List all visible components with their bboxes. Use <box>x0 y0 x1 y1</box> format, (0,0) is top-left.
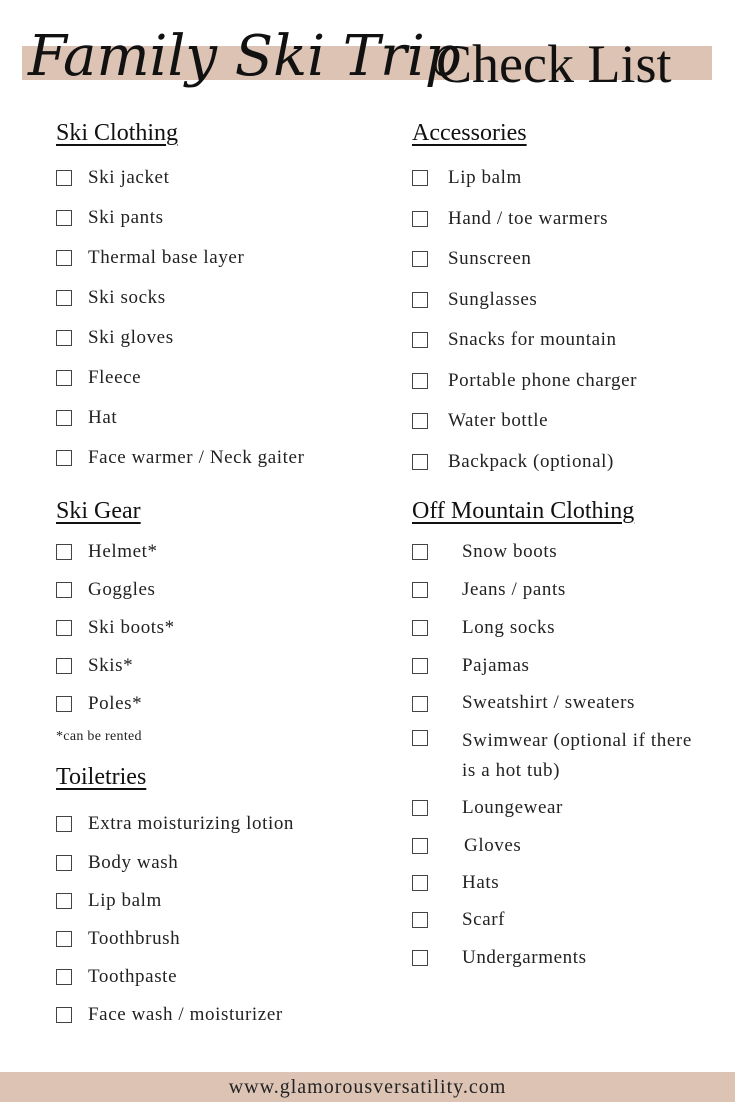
section-title-off-mountain: Off Mountain Clothing <box>412 498 635 524</box>
checkbox[interactable] <box>412 950 428 966</box>
checkbox[interactable] <box>56 620 72 636</box>
title-main: Check List <box>436 34 672 94</box>
checkbox[interactable] <box>412 332 428 348</box>
checkbox[interactable] <box>56 969 72 985</box>
checkbox[interactable] <box>56 1007 72 1023</box>
checkbox[interactable] <box>412 454 428 470</box>
checkbox[interactable] <box>56 544 72 560</box>
checkbox[interactable] <box>56 170 72 186</box>
checkbox[interactable] <box>412 544 428 560</box>
checkbox[interactable] <box>412 800 428 816</box>
footer-website[interactable]: www.glamorousversatility.com <box>0 1072 735 1102</box>
section-title-accessories: Accessories <box>412 120 527 146</box>
checkbox[interactable] <box>412 838 428 854</box>
title-script: Family Ski Trip <box>28 24 461 89</box>
rental-note: *can be rented <box>56 729 142 744</box>
checkbox[interactable] <box>56 410 72 426</box>
checkbox[interactable] <box>56 290 72 306</box>
checkbox[interactable] <box>412 211 428 227</box>
section-title-ski-clothing: Ski Clothing <box>56 120 179 146</box>
checkbox[interactable] <box>412 658 428 674</box>
checkbox[interactable] <box>56 582 72 598</box>
checkbox[interactable] <box>56 330 72 346</box>
checkbox[interactable] <box>412 413 428 429</box>
checkbox[interactable] <box>56 893 72 909</box>
checkbox[interactable] <box>412 875 428 891</box>
section-title-ski-gear: Ski Gear <box>56 498 141 524</box>
checkbox[interactable] <box>412 251 428 267</box>
checkbox[interactable] <box>56 696 72 712</box>
section-ski-clothing <box>56 120 178 147</box>
checkbox[interactable] <box>412 912 428 928</box>
checkbox[interactable] <box>412 730 428 746</box>
section-accessories <box>412 120 527 147</box>
checkbox[interactable] <box>412 582 428 598</box>
checkbox[interactable] <box>56 210 72 226</box>
checkbox[interactable] <box>56 450 72 466</box>
checkbox[interactable] <box>412 620 428 636</box>
section-title-toiletries: Toiletries <box>56 764 147 790</box>
checkbox[interactable] <box>56 816 72 832</box>
section-ski-gear <box>56 498 141 525</box>
section-toiletries <box>56 764 146 791</box>
section-off-mountain <box>412 498 634 525</box>
checkbox[interactable] <box>412 170 428 186</box>
checkbox[interactable] <box>56 658 72 674</box>
checkbox[interactable] <box>56 931 72 947</box>
checkbox[interactable] <box>412 696 428 712</box>
checkbox[interactable] <box>412 292 428 308</box>
checkbox[interactable] <box>56 370 72 386</box>
checkbox[interactable] <box>56 855 72 871</box>
checkbox[interactable] <box>412 373 428 389</box>
checkbox[interactable] <box>56 250 72 266</box>
